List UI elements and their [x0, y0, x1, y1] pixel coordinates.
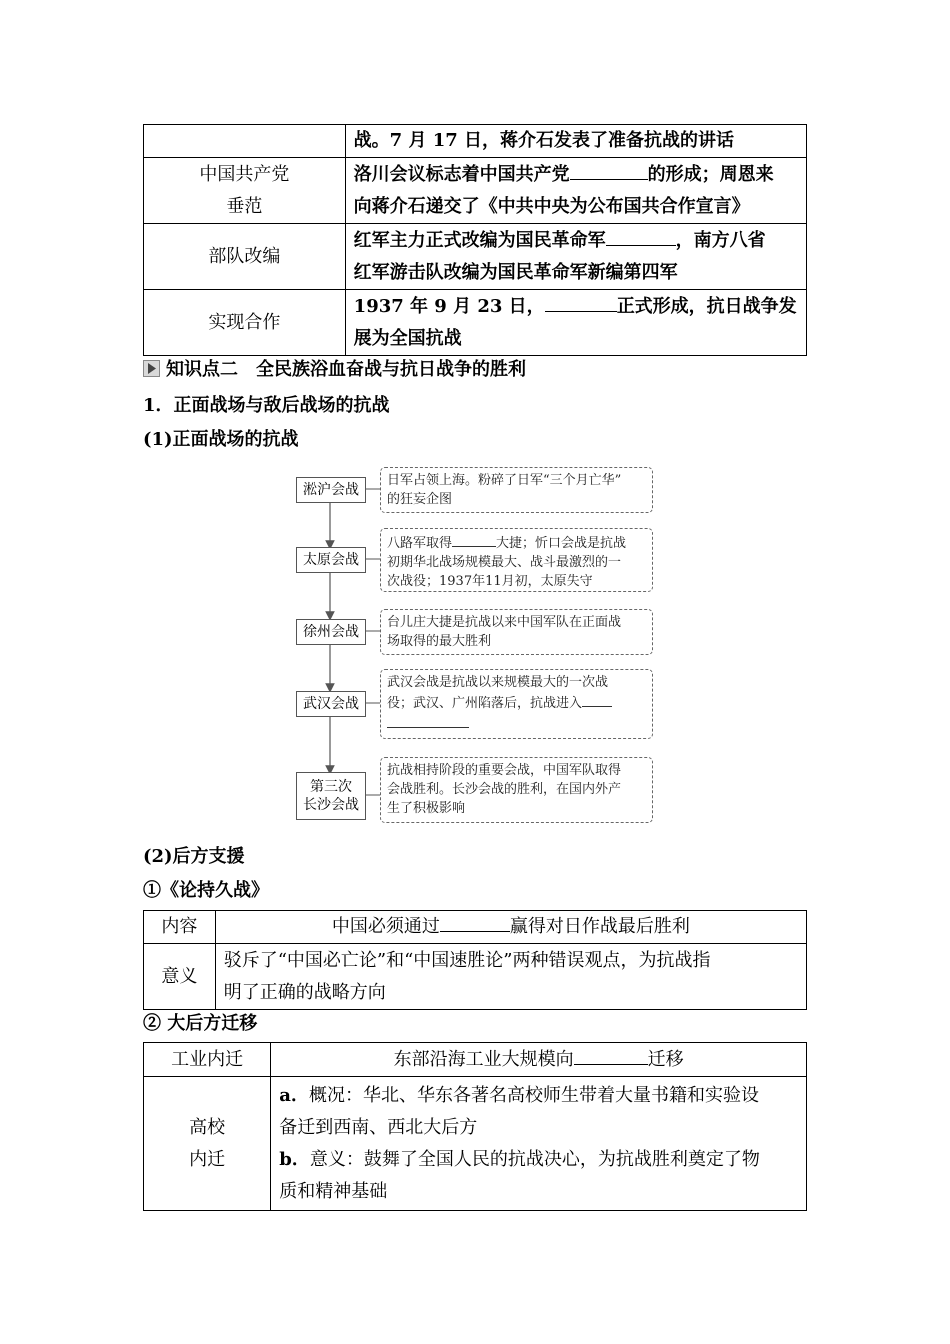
cell-text: 向蒋介石递交了《中共中央为公布国共合作宣言》	[353, 195, 750, 217]
cell-text: 质和精神基础	[279, 1180, 388, 1202]
battle-box-text: 长沙会战	[303, 797, 359, 813]
table-row	[144, 224, 807, 290]
note-text: 役；武汉、广州陷落后，抗战进入	[387, 696, 583, 711]
note-text: 武汉会战是抗战以来规模最大的一次战	[387, 675, 609, 690]
battle-note	[380, 609, 653, 655]
cell-text: 东部沿海工业大规模向	[393, 1048, 574, 1070]
battle-box-text: 第三次	[310, 779, 352, 795]
note-text: 八路军取得	[387, 536, 453, 551]
battle-note	[380, 669, 653, 739]
table-cell: 内容	[144, 911, 216, 944]
cell-text: 洛川会议标志着中国共产党	[353, 163, 570, 185]
item-marker: a．	[279, 1084, 309, 1106]
table-cell	[144, 125, 346, 158]
fill-blank	[440, 911, 510, 932]
battle-note	[380, 467, 653, 513]
section-heading	[143, 358, 526, 382]
cell-text: 备迁到西南、西北大后方	[279, 1116, 478, 1138]
cooperation-table	[143, 124, 807, 356]
fill-blank	[545, 291, 617, 312]
fill-blank	[606, 225, 676, 246]
fill-blank	[574, 1044, 648, 1065]
note-text: 抗战相持阶段的重要会战，中国军队取得	[387, 763, 622, 778]
table-row	[144, 158, 807, 224]
cell-text: 正式形成，抗日战争发	[616, 295, 797, 317]
note-text: 初期华北战场规模最大、战斗最激烈的一	[387, 555, 622, 570]
table-row	[144, 1043, 807, 1077]
sub-heading-1: ①《论持久战》	[143, 880, 269, 901]
heading-1-2: (2)后方支援	[143, 846, 245, 867]
table-cell	[271, 1077, 807, 1211]
table-cell: 部队改编	[144, 224, 346, 290]
table-row	[144, 125, 807, 158]
cell-text: 明了正确的战略方向	[223, 981, 386, 1003]
note-text: 生了积极影响	[387, 801, 466, 816]
cell-text: 概况：华北、华东各著名高校师生带着大量书籍和实验设	[308, 1084, 759, 1106]
heading-1-1: (1)正面战场的抗战	[143, 429, 299, 450]
note-text: 台儿庄大捷是抗战以来中国军队在正面战	[387, 615, 622, 630]
table-cell	[345, 290, 806, 356]
note-text: 次战役；1937年11月初，太原失守	[387, 574, 593, 589]
table-cell	[144, 158, 346, 224]
cell-text: 1937 年 9 月 23 日，	[353, 295, 545, 317]
table-row	[144, 944, 807, 1010]
fill-blank	[570, 159, 648, 180]
table-cell: 实现合作	[144, 290, 346, 356]
table-cell: 意义	[144, 944, 216, 1010]
cell-text: 高校	[189, 1116, 226, 1138]
heading-1: 1．正面战场与敌后战场的抗战	[143, 395, 390, 416]
cell-text: 垂范	[226, 195, 263, 217]
note-text: 场取得的最大胜利	[387, 634, 492, 649]
table-row	[144, 1077, 807, 1211]
table-row	[144, 911, 807, 944]
item-marker: b．	[279, 1148, 310, 1170]
play-triangle-icon	[143, 360, 160, 377]
note-text: 的狂妄企图	[387, 492, 453, 507]
battle-box: 徐州会战	[296, 619, 366, 645]
protracted-war-table	[143, 910, 807, 1010]
battle-box: 武汉会战	[296, 691, 366, 717]
cell-text: 赢得对日作战最后胜利	[509, 916, 690, 937]
cell-text: ，南方八省	[675, 229, 766, 251]
battle-box	[296, 772, 366, 820]
battle-note	[380, 757, 653, 823]
cell-text: 意义：鼓舞了全国人民的抗战决心，为抗战胜利奠定了物	[309, 1148, 760, 1170]
cell-text: 中国必须通过	[331, 916, 440, 937]
cell-text: 的形成；周恩来	[647, 163, 774, 185]
table-cell	[345, 158, 806, 224]
table-row	[144, 290, 807, 356]
cell-text: 中国共产党	[199, 163, 290, 185]
cell-text: 迁移	[647, 1048, 684, 1070]
battle-note	[380, 528, 653, 592]
battle-box: 太原会战	[296, 547, 366, 573]
cell-text: 红军游击队改编为国民革命军新编第四军	[353, 261, 678, 283]
sub-heading-2: ② 大后方迁移	[143, 1013, 258, 1034]
table-cell: 战。7 月 17 日，蒋介石发表了准备抗战的讲话	[345, 125, 806, 158]
note-text: 大捷；忻口会战是抗战	[496, 536, 627, 551]
table-cell	[215, 911, 806, 944]
note-text: 会战胜利。长沙会战的胜利，在国内外产	[387, 782, 622, 797]
fill-blank	[452, 532, 496, 547]
note-text: 日军占领上海。粉碎了日军“三个月亡华”	[387, 473, 622, 488]
table-cell	[271, 1043, 807, 1077]
table-cell	[144, 1077, 271, 1211]
section-title: 知识点二 全民族浴血奋战与抗日战争的胜利	[166, 359, 526, 380]
fill-blank	[582, 692, 612, 707]
table-cell	[345, 224, 806, 290]
cell-text: 展为全国抗战	[353, 327, 462, 349]
cell-text: 内迁	[189, 1148, 226, 1170]
cell-text: 红军主力正式改编为国民革命军	[353, 229, 606, 251]
battle-box: 淞沪会战	[296, 477, 366, 503]
table-cell: 工业内迁	[144, 1043, 271, 1077]
table-cell	[215, 944, 806, 1010]
relocation-table	[143, 1042, 807, 1211]
fill-blank	[387, 713, 469, 728]
cell-text: 驳斥了“中国必亡论”和“中国速胜论”两种错误观点，为抗战指	[223, 949, 711, 971]
